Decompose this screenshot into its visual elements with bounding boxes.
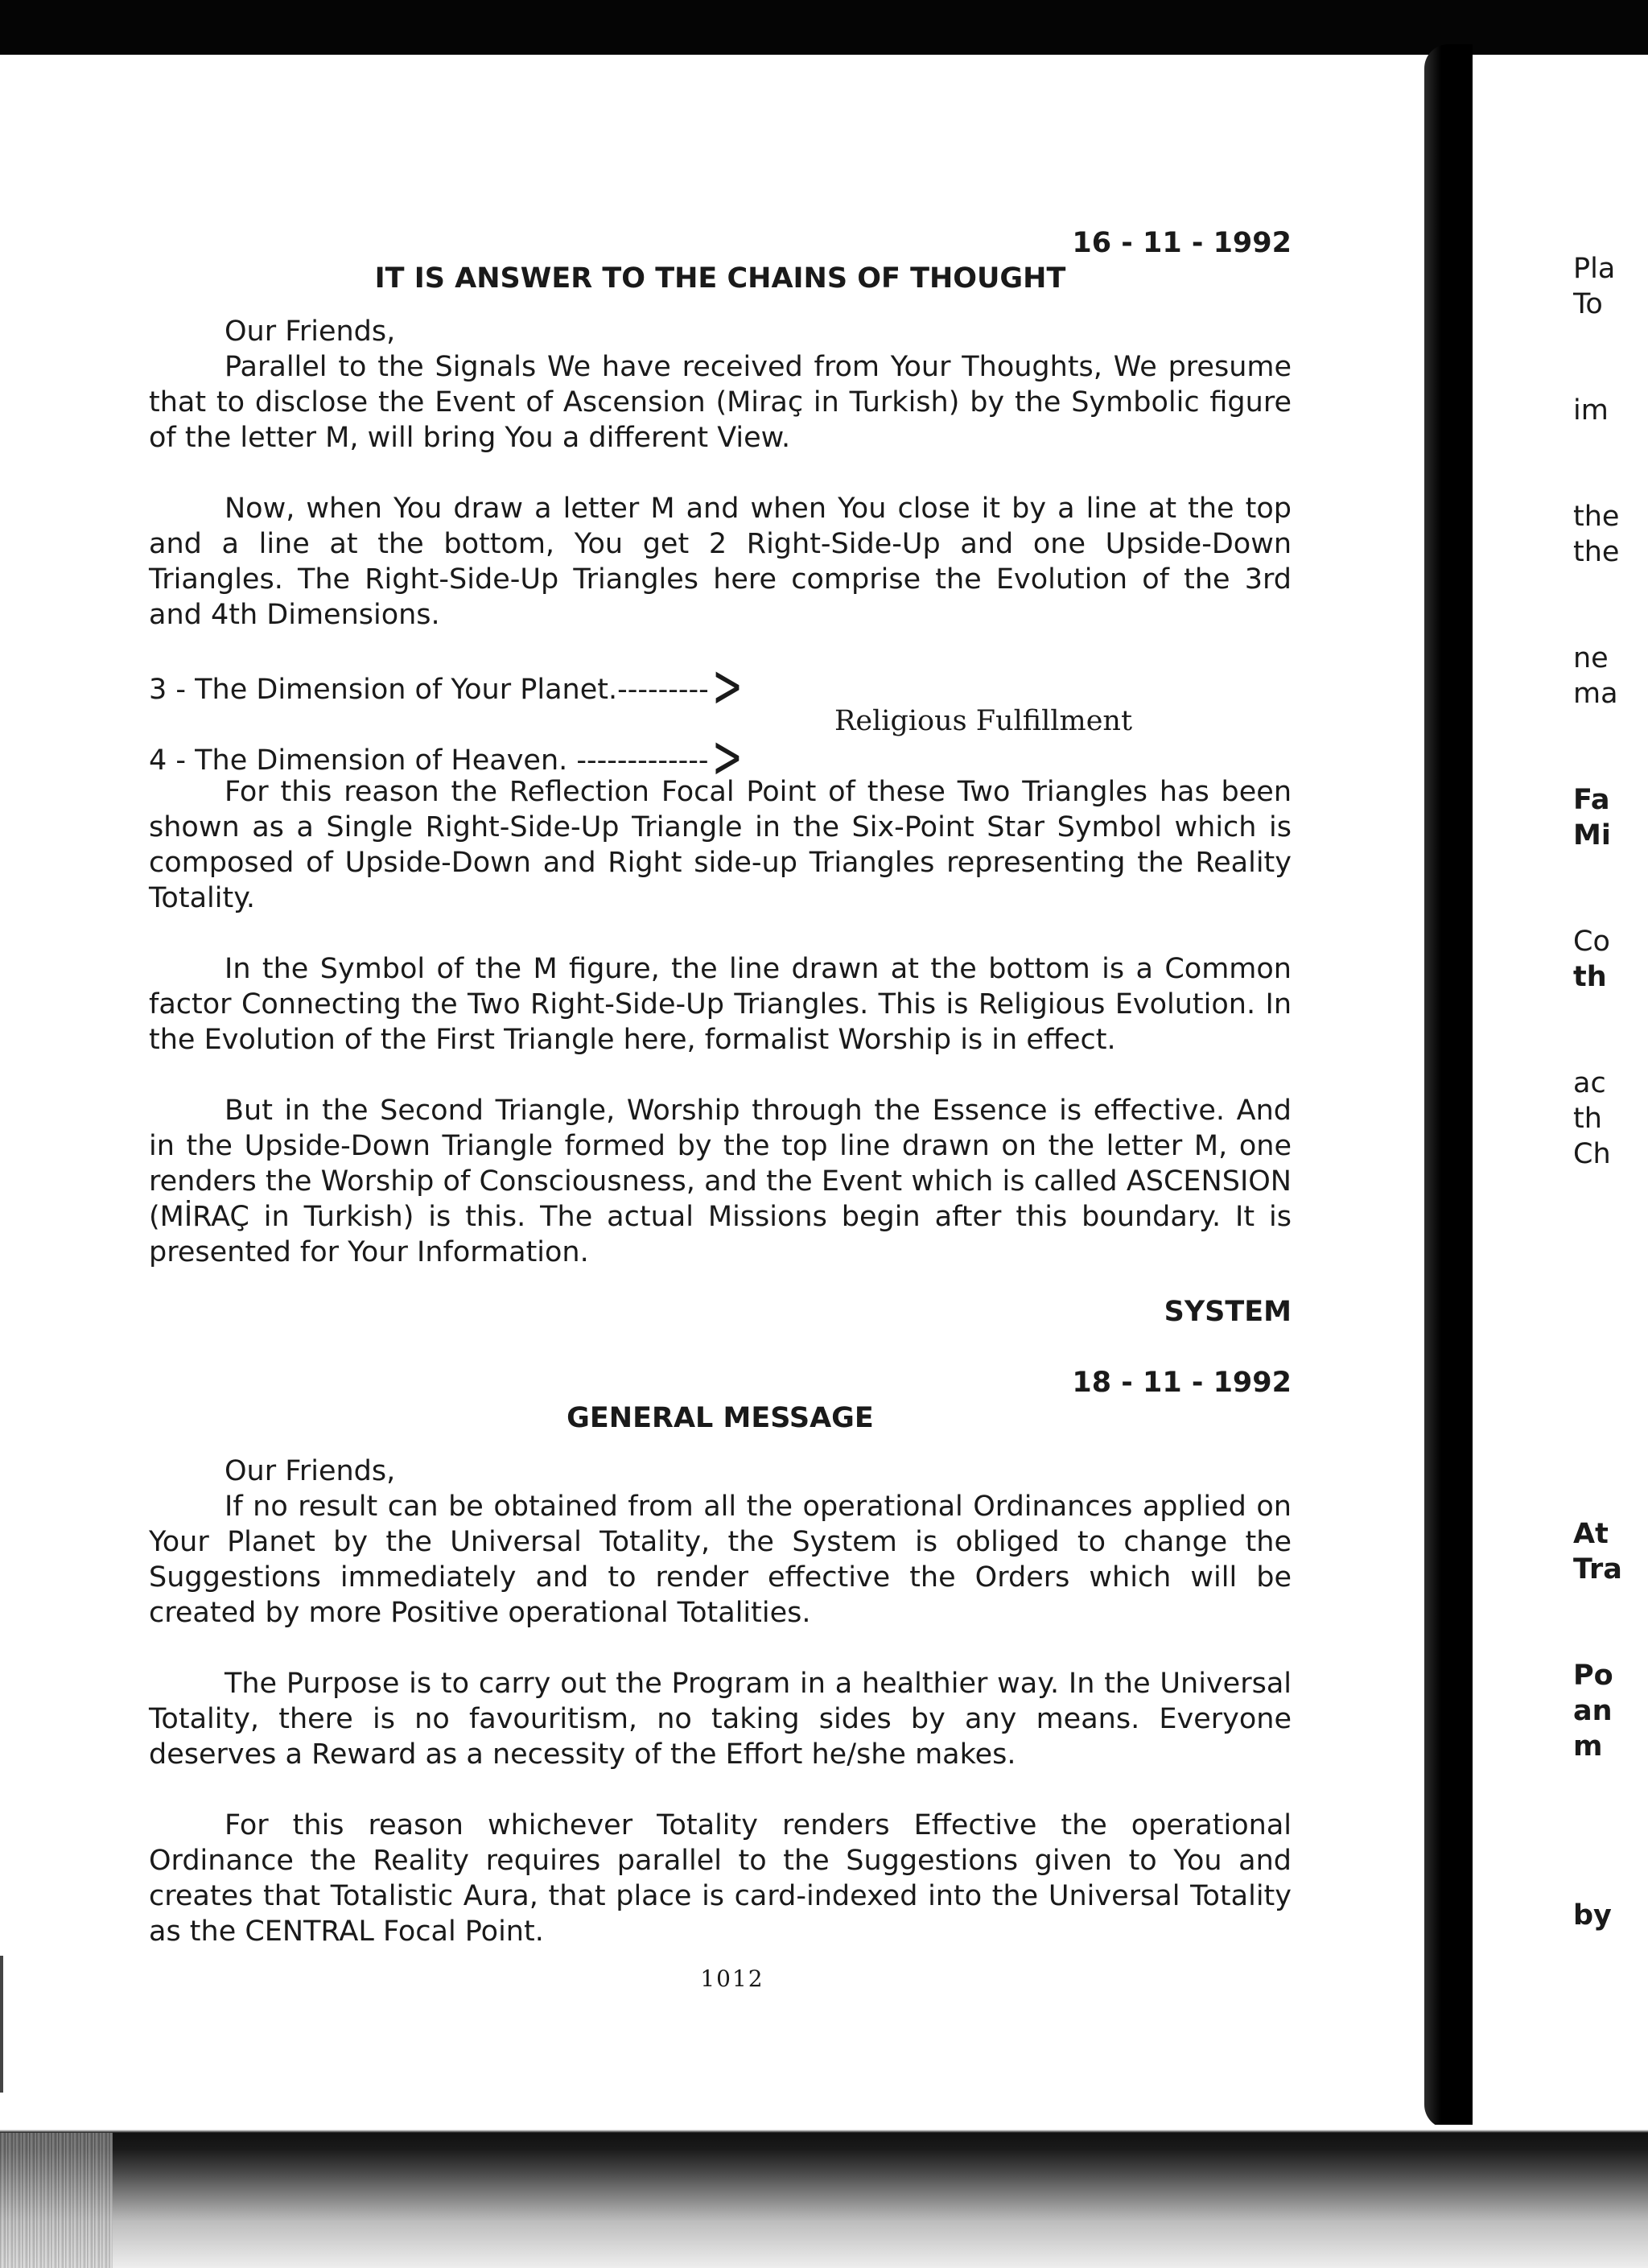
message-2-title: GENERAL MESSAGE xyxy=(566,1402,874,1434)
left-page-content xyxy=(149,225,1292,1949)
dimensions-note: Religious Fulfillment xyxy=(834,705,1133,737)
right-page-fragments xyxy=(1573,0,1648,2268)
dimensions-list xyxy=(149,650,1292,792)
dimension-item-label: 4 - The Dimension of Heaven. ------------- xyxy=(149,744,709,777)
spacer xyxy=(149,296,1292,314)
message-2-greeting: Our Friends, xyxy=(225,1455,396,1487)
spacer xyxy=(149,1631,1292,1666)
right-page-fragment: im xyxy=(1573,394,1609,427)
scan-bottom-border xyxy=(0,2125,1648,2268)
right-page-fragment: At xyxy=(1573,1518,1609,1550)
right-page-fragment: the xyxy=(1573,501,1620,533)
book-gutter-fold xyxy=(1456,48,1473,2125)
scan-left-edge-mark xyxy=(0,1956,3,2093)
message-1 xyxy=(149,225,1292,1330)
right-page-fragment: m xyxy=(1573,1730,1603,1763)
right-page-fragment: by xyxy=(1573,1899,1612,1932)
scan-bottom-left-noise xyxy=(0,2133,113,2268)
message-1-date: 16 - 11 - 1992 xyxy=(1072,227,1292,259)
message-1-paragraph-4: In the Symbol of the M figure, the line drawn at the bottom is a Common factor Connecting the Two Right-Side-Up Triangles. This is Religious Evolution. In the Evolution of the First Triangle here, formalist Worship is in effect. xyxy=(149,953,1292,1056)
message-1-paragraph-1: Parallel to the Signals We have received from Your Thoughts, We presume that to disclose the Event of Ascension (Miraç in Turkish) by the Symbolic figure of the letter M, will bring You a different View. xyxy=(149,351,1292,454)
right-page-fragment: Tra xyxy=(1573,1553,1622,1586)
right-page-fragment: To xyxy=(1573,288,1603,320)
right-page-fragment: ma xyxy=(1573,678,1618,710)
message-1-paragraph-5: But in the Second Triangle, Worship through the Essence is effective. And in the Upside-Down Triangle formed by the top line drawn on the letter M, one renders the Worship of Consciousness, and the Event which is called ASCENSION (MİRAÇ in Turkish) is this. The actual Missions begin after this boundary. It is presented for Your Information. xyxy=(149,1095,1292,1268)
right-page-fragment: the xyxy=(1573,536,1620,568)
spacer xyxy=(149,1436,1292,1454)
message-2-paragraph-1: If no result can be obtained from all the operational Ordinances applied on Your Planet by the Universal Totality, the System is obliged to change the Suggestions immediately and to render effective the Orders which will be created by more Positive operational Totalities. xyxy=(149,1491,1292,1629)
message-1-paragraph-3: For this reason the Reflection Focal Point of these Two Triangles has been shown as a Single Right-Side-Up Triangle in the Six-Point Star Symbol which is composed of Upside-Down and Right side-up Triangles representing the Reality Totality. xyxy=(149,776,1292,914)
arrow-right-icon: > xyxy=(711,721,744,792)
arrow-right-icon: > xyxy=(711,650,744,721)
right-page-fragment: Mi xyxy=(1573,819,1611,852)
right-page-fragment: Ch xyxy=(1573,1138,1611,1170)
spacer xyxy=(149,1058,1292,1093)
right-page-fragment: Fa xyxy=(1573,784,1610,816)
message-1-title: IT IS ANSWER TO THE CHAINS OF THOUGHT xyxy=(374,262,1066,295)
spacer xyxy=(149,1270,1292,1294)
message-2-date: 18 - 11 - 1992 xyxy=(1072,1367,1292,1399)
message-2-paragraph-2: The Purpose is to carry out the Program in a healthier way. In the Universal Totality, there is no favouritism, no taking sides by any means. Everyone deserves a Reward as a necessity of the Effort he/she makes. xyxy=(149,1668,1292,1771)
right-page-fragment: an xyxy=(1573,1695,1613,1727)
message-1-greeting: Our Friends, xyxy=(225,315,396,348)
right-page-fragment: Po xyxy=(1573,1660,1613,1692)
scan-top-border xyxy=(0,0,1648,55)
dimension-item-3 xyxy=(149,650,744,721)
message-2 xyxy=(149,1365,1292,1949)
right-page-fragment: Pla xyxy=(1573,253,1616,285)
right-page-fragment: th xyxy=(1573,1103,1602,1135)
message-1-signature: SYSTEM xyxy=(1164,1296,1292,1328)
dimension-item-4 xyxy=(149,721,744,792)
spacer xyxy=(149,1772,1292,1808)
message-1-paragraph-2: Now, when You draw a letter M and when You close it by a line at the top and a line at the bottom, You get 2 Right-Side-Up and one Upside-Down Triangles. The Right-Side-Up Triangles here comprise the Evolution of the 3rd and 4th Dimensions. xyxy=(149,493,1292,631)
right-page-fragment: Co xyxy=(1573,926,1610,958)
spacer xyxy=(149,456,1292,491)
message-2-paragraph-3: For this reason whichever Totality renders Effective the operational Ordinance the Reality requires parallel to the Suggestions given to You and creates that Totalistic Aura, that place is card-indexed into the Universal Totality as the CENTRAL Focal Point. xyxy=(149,1809,1292,1948)
right-page-fragment: ne xyxy=(1573,642,1609,674)
dimension-item-label: 3 - The Dimension of Your Planet.--------- xyxy=(149,674,709,706)
right-page-fragment: th xyxy=(1573,961,1607,993)
spacer xyxy=(149,1330,1292,1365)
spacer xyxy=(149,916,1292,951)
page-number: 1012 xyxy=(700,1965,764,1992)
right-page-fragment: ac xyxy=(1573,1067,1606,1099)
